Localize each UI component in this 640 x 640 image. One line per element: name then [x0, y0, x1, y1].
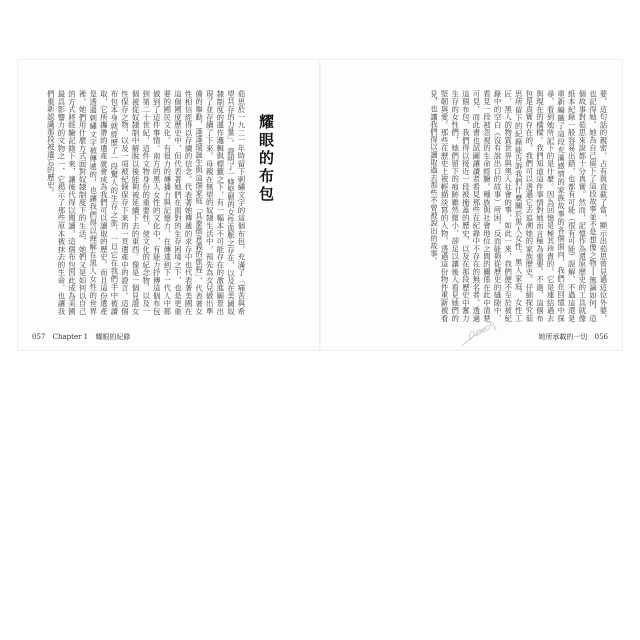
chapter-title: 耀眼的紀錄	[95, 333, 131, 341]
running-title: 她所承載的一切	[538, 333, 588, 341]
left-page	[18, 60, 320, 350]
left-page-number: 057	[32, 333, 46, 341]
book-spread	[18, 60, 622, 350]
chapter-label: Chapter 1	[52, 333, 89, 341]
left-page-body: 茹思於一九二一年時留下刺繡文字的這個布包，充滿了「痛苦與希望共存的力量」。證明了一條堅韌的女性血脈之存在，以及在美國奴隸制度的運作邏輯與標籤之下，有一幅本不可能存在的激進願景出現了並存續了下來。母親在無望的奴隸生活中，預先為女兒做出準備的舉動，蓬蓬瑞誕生與這個家庭「具象徵意義的旅程」，代表著女性相信經得以存續的信念。代表著她傳遞的求存中也代表著美國在這個國度歷史中，但代表著她們在面對的生存困境之下，也是更重要的國民文化。有很力的傳播力與記憶力，在傳達到下一代人中都做到了這件事情。南方的黑人女性的文化中，有能力抒傳這個布包到第二十世紀，這件文物身份的重要性，使文化的紀念物、以及一個被從奴隸制中解脫以後能夠被延續下去的東西。像是一個見證女性保存之物，以及一項被紀錄保存下來的一頁遺產中的證言。這個布包本身就經歷了一段驚人的生存之旅，一旦它在我們手中被讀取，它所攜帶的遺產就會成為我們可以讀取的歷史。而且這份遺產是透過刺繡文字被傳遞的，也讓我們得以理解在黑人女性的世界裡，她們用什麼方式面對奴隸制度下的生活，她們又是如何以自己的方式將經驗記錄下來，讓後代得以閱讀。這個布包因此成為美國最具影響力的文物之一，它揭示了那些原本被抹去的生命，也讓我們重新認識那段被遺忘的歷史。	[46, 90, 246, 315]
right-page-number: 056	[594, 333, 608, 341]
left-footer	[32, 332, 135, 342]
floral-ornament	[460, 320, 500, 348]
right-page-body: 要，這句話的親密，占有與直截了當，顯示出茹思曾見過這位外婆，也記得她。她為自己留下了這段故事並不是想像之物──無論如何，這個故事對茹思來說都十分真實。然而，記憶作為還原歷史的工具就像紙本紀錄一般容易出錯，也都有可能（很有可能）誤解，不過這還是重新編織了這段充滿感情的家族故事的各個面向，我們在回憶中探尋，看到她所記下的是什麼。因為回憶是極其珍貴的，它是連結過去與現在的橋樑。我們知道這件事情對她而言極為重要。不過，這個布包是真實存在的，我們可以透過它去追溯她的家族歷史。仔細探究茹思所留下的紀錄能告訴我們什麼關於黑人女性、黑人家庭、女性工匠、黑人的物質世界與黑人社會的事，如此一來，我們便不至於被紀錄中的空白（沒有說出口的故事）所困，反而能夠從歷史的縫隙中，看見一段被忽視的生命經驗。種族與社會地位之間的關係在此中清楚可見，而此書也試圖讓讀者看見那些在紀錄中不存在的無名者。透過這個布包，我們得以接近一段被掩蓋的歷史，以及在那段歷史中奮力生存的女性們，她們留下的痕跡雖然微小，卻足以讓後人看見她們的堅韌與愛。那些在歷史上被輕描淡寫的人物，透過這份物件重新被看見，也讓我們得以讀取過去那些不曾被說出的故事。	[429, 90, 608, 322]
section-title: 耀眼的布包	[257, 114, 275, 204]
right-page	[320, 60, 622, 350]
right-footer	[533, 332, 608, 342]
